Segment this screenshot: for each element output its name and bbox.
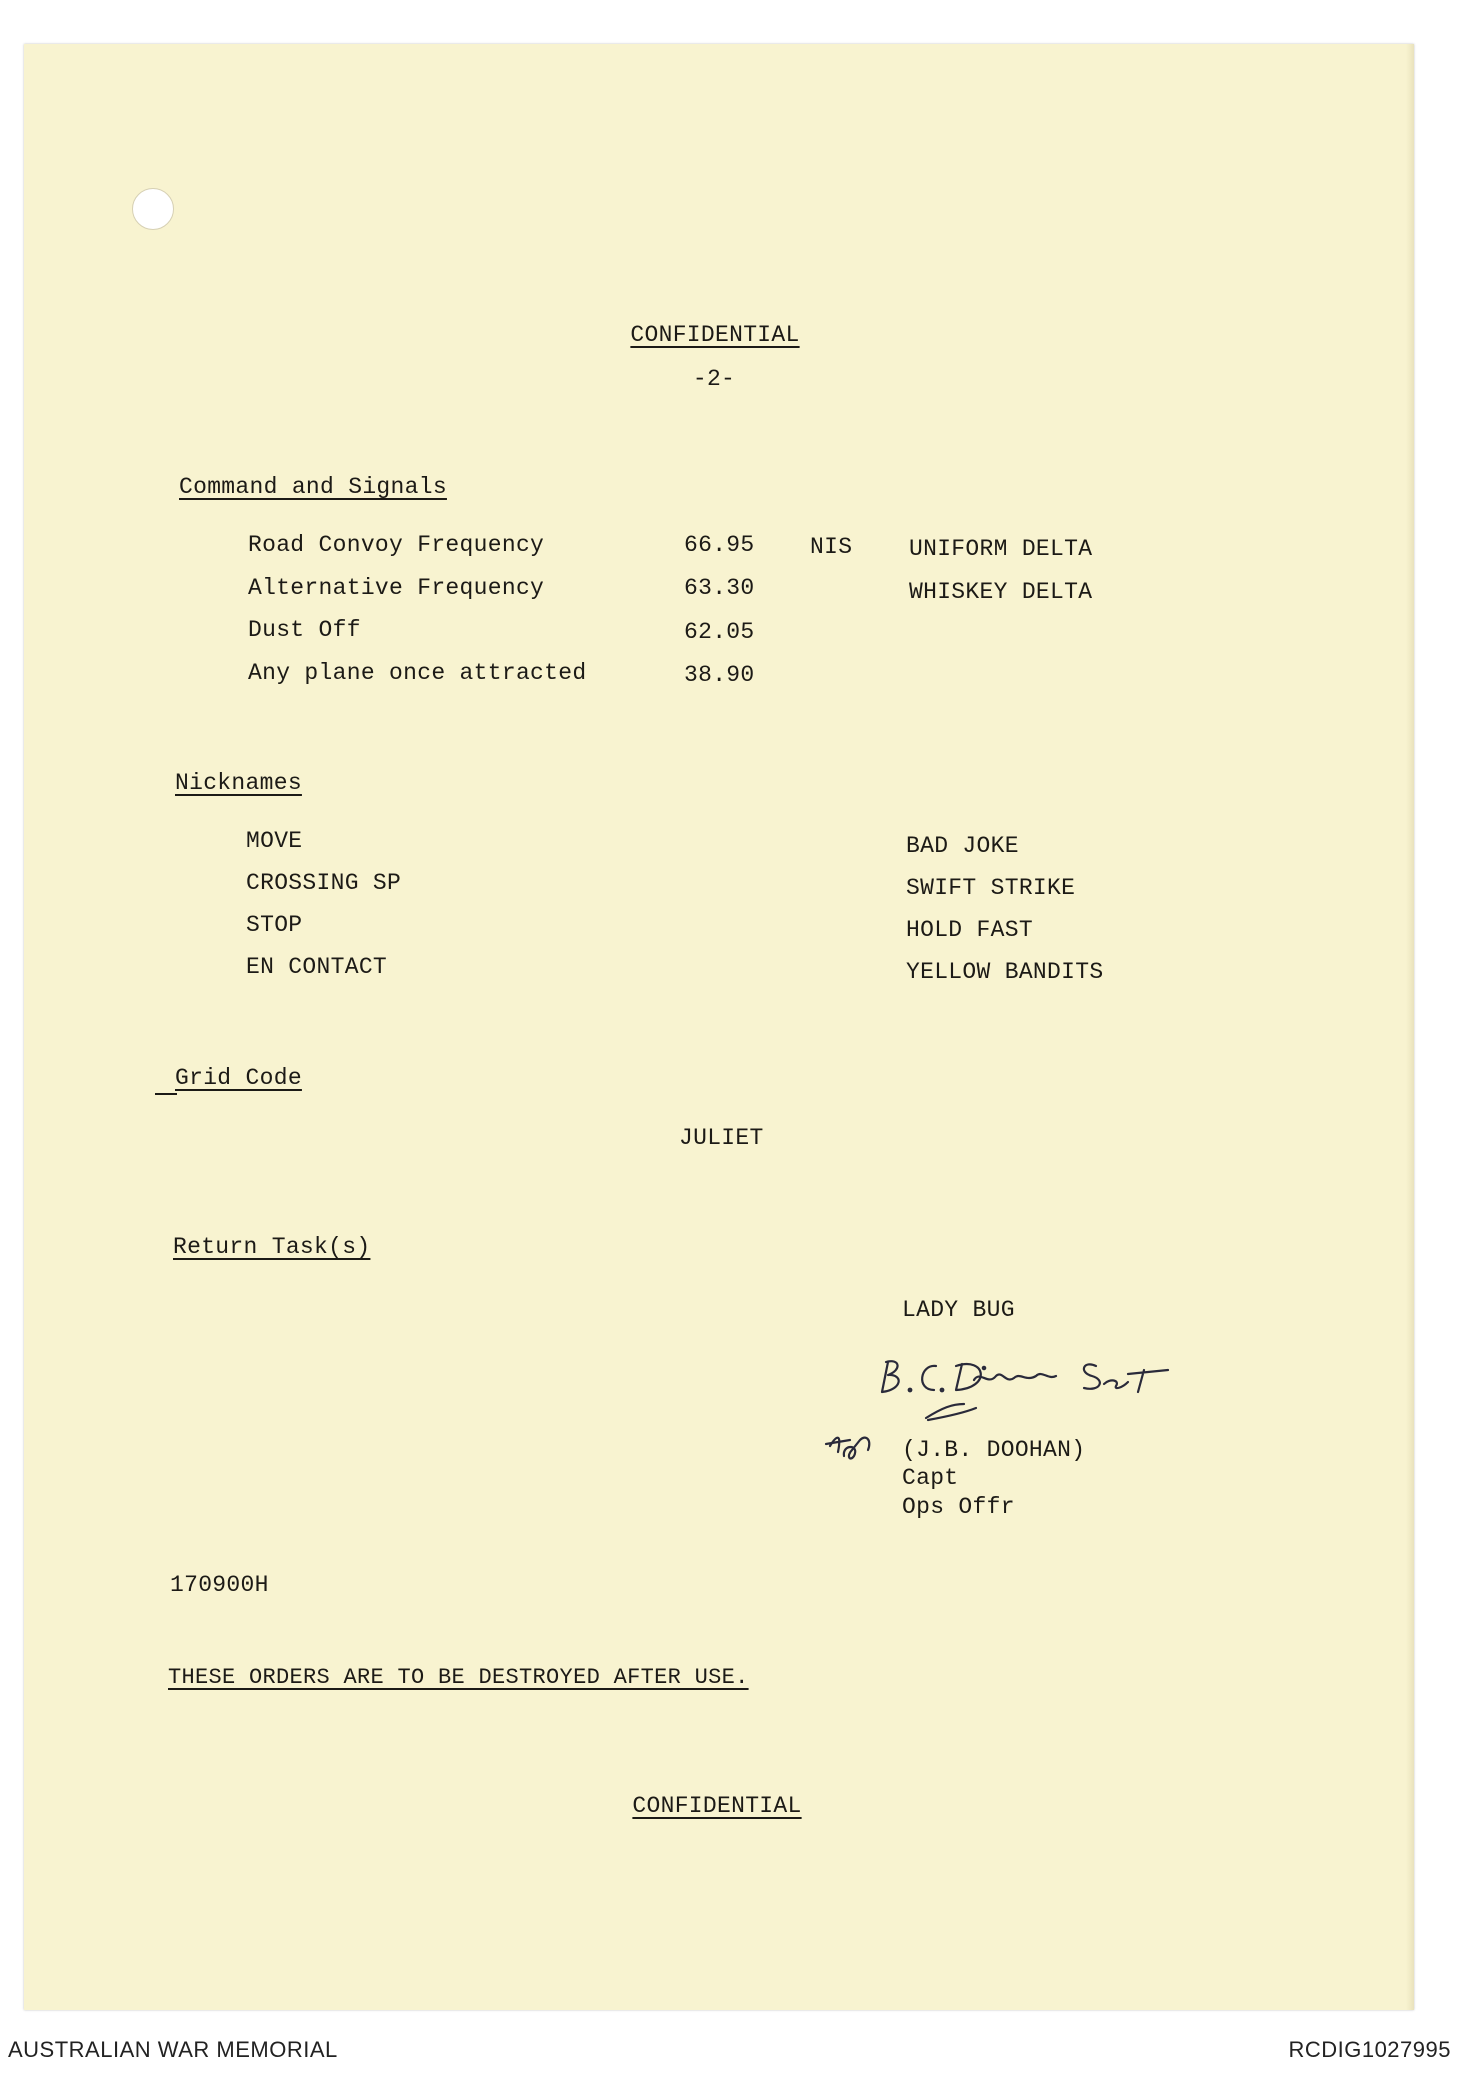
section-heading-command-signals: Command and Signals (179, 474, 447, 500)
footer-classification: CONFIDENTIAL (632, 1793, 802, 1819)
section-heading-nicknames: Nicknames (175, 770, 302, 796)
nickname-value: YELLOW BANDITS (906, 959, 1104, 985)
frequency-callsign: UNIFORM DELTA (909, 536, 1093, 562)
handwritten-signature (816, 1340, 1186, 1500)
return-task-value: LADY BUG (902, 1297, 1015, 1323)
section-heading-return-tasks: Return Task(s) (173, 1234, 371, 1260)
archive-institution: AUSTRALIAN WAR MEMORIAL (8, 2037, 338, 2062)
nickname-term: MOVE (246, 828, 303, 854)
date-time-group: 170900H (170, 1572, 269, 1598)
signatory-rank: Capt (902, 1465, 959, 1491)
frequency-value: 38.90 (684, 662, 755, 688)
frequency-label: Any plane once attracted (248, 660, 587, 686)
nickname-value: BAD JOKE (906, 833, 1019, 859)
punch-hole (132, 188, 174, 230)
header-classification: CONFIDENTIAL (630, 322, 800, 348)
frequency-note: NIS (810, 534, 853, 560)
nickname-term: CROSSING SP (246, 870, 402, 896)
archive-reference: RCDIG1027995 (1288, 2037, 1451, 2062)
frequency-value: 63.30 (684, 575, 755, 601)
signatory-role: Ops Offr (902, 1494, 1015, 1520)
destroy-notice: THESE ORDERS ARE TO BE DESTROYED AFTER USE. (168, 1665, 749, 1690)
page-edge-shadow (1406, 44, 1414, 2010)
signatory-name: (J.B. DOOHAN) (902, 1437, 1086, 1463)
frequency-callsign: WHISKEY DELTA (909, 579, 1093, 605)
section-heading-grid-code: Grid Code (175, 1065, 302, 1091)
grid-code-value: JULIET (679, 1125, 764, 1151)
frequency-value: 66.95 (684, 532, 755, 558)
frequency-label: Road Convoy Frequency (248, 532, 545, 558)
nickname-value: SWIFT STRIKE (906, 875, 1076, 901)
frequency-value: 62.05 (684, 619, 755, 645)
frequency-label: Dust Off (248, 617, 361, 643)
nickname-value: HOLD FAST (906, 917, 1033, 943)
page-number: -2- (692, 366, 736, 392)
nickname-term: EN CONTACT (246, 954, 388, 980)
heading-underline-stroke (155, 1093, 177, 1095)
frequency-label: Alternative Frequency (248, 575, 545, 601)
nickname-term: STOP (246, 912, 303, 938)
